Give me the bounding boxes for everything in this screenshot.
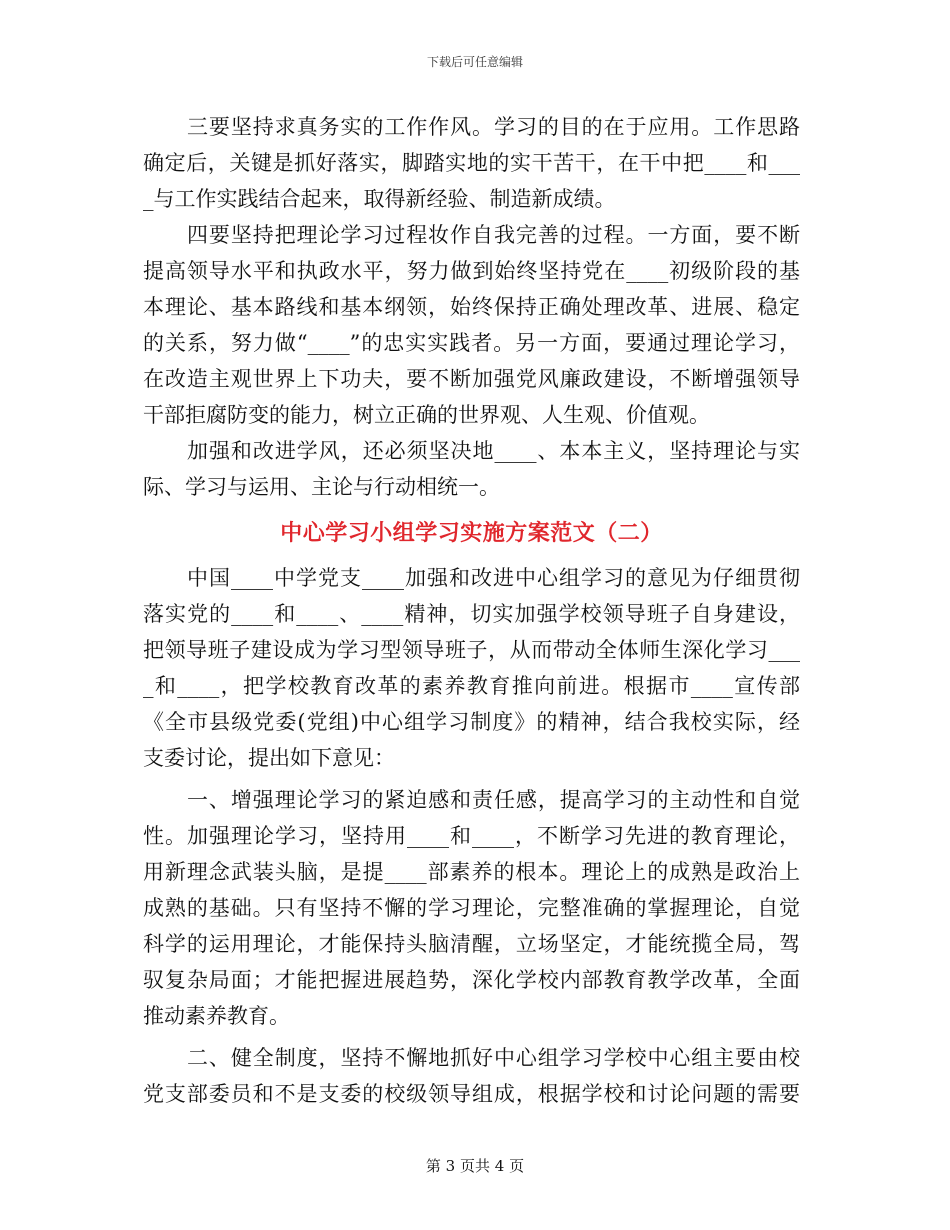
paragraph [143, 433, 800, 505]
paragraph-line: 在改造主观世界上下功夫，要不断加强党风廉政建设，不断增强领导 [143, 367, 800, 391]
paragraph-line: 的关系，努力做“____”的忠实实践者。另一方面，要通过理论学习， [143, 331, 800, 355]
paragraph-line: 推动素养教育。 [143, 1004, 290, 1028]
section-title: 中心学习小组学习实施方案范文（二） [280, 520, 663, 546]
paragraph-line: 提高领导水平和执政水平，努力做到始终坚持党在____初级阶段的基 [143, 259, 800, 283]
paragraph-line: 本理论、基本路线和基本纲领，始终保持正确处理改革、进展、稳定 [143, 295, 800, 319]
paragraph-line: 把领导班子建设成为学习型领导班子，从而带动全体师生深化学习___ [143, 638, 800, 662]
paragraph-line: 二、健全制度，坚持不懈地抓好中心组学习学校中心组主要由校 [187, 1046, 800, 1070]
paragraph-line: 确定后，关键是抓好落实，脚踏实地的实干苦干，在干中把____和___ [143, 151, 800, 175]
paragraph-line: 干部拒腐防变的能力，树立正确的世界观、人生观、价值观。 [143, 403, 710, 427]
paragraph [143, 109, 800, 217]
paragraph [143, 1040, 800, 1112]
paragraph-line: 三要坚持求真务实的工作作风。学习的目的在于应用。工作思路 [187, 115, 800, 139]
paragraph-line: 四要坚持把理论学习过程妆作自我完善的过程。一方面，要不断 [187, 223, 800, 247]
paragraph-line: 际、学习与运用、主论与行动相统一。 [143, 475, 500, 499]
paragraph-line: _与工作实践结合起来，取得新经验、制造新成绩。 [143, 187, 616, 211]
paragraph-line: 落实党的____和____、____精神，切实加强学校领导班子自身建设， [143, 602, 800, 626]
paragraph-line: 支委讨论，提出如下意见： [143, 746, 395, 770]
paragraph [143, 560, 800, 776]
paragraph-line: 《全市县级党委(党组)中心组学习制度》的精神，结合我校实际，经 [143, 710, 800, 734]
paragraph-line: 党支部委员和不是支委的校级领导组成，根据学校和讨论问题的需要 [143, 1082, 800, 1106]
paragraph-line: _和____，把学校教育改革的素养教育推向前进。根据市____宣传部 [143, 674, 800, 698]
paragraph-line: 一、增强理论学习的紧迫感和责任感，提高学习的主动性和自觉 [187, 788, 800, 812]
page-number: 第 3 页共 4 页 [425, 1157, 525, 1175]
paragraph [143, 217, 800, 433]
page-header-note: 下载后可任意编辑 [426, 55, 523, 69]
document-body [143, 109, 800, 1112]
paragraph-line: 性。加强理论学习，坚持用____和____，不断学习先进的教育理论， [143, 824, 800, 848]
paragraph [143, 782, 800, 1034]
paragraph-line: 驭复杂局面；才能把握进展趋势，深化学校内部教育教学改革，全面 [143, 968, 800, 992]
paragraph-line: 成熟的基础。只有坚持不懈的学习理论，完整准确的掌握理论，自觉 [143, 896, 800, 920]
paragraph-line: 加强和改进学风，还必须坚决地____、本本主义，坚持理论与实 [187, 439, 800, 463]
paragraph-line: 科学的运用理论，才能保持头脑清醒，立场坚定，才能统揽全局，驾 [143, 932, 800, 956]
paragraph-line: 用新理念武装头脑，是提____部素养的根本。理论上的成熟是政治上 [143, 860, 800, 884]
paragraph-line: 中国____中学党支____加强和改进中心组学习的意见为仔细贯彻 [187, 566, 800, 590]
